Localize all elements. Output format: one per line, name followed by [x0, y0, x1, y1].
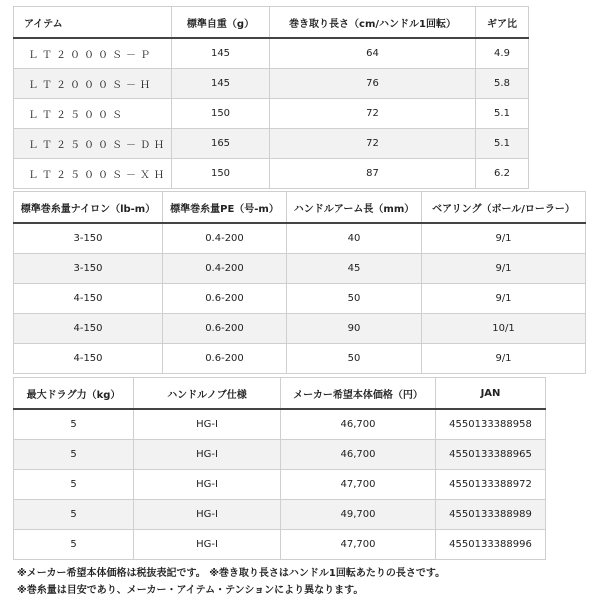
- header-max-drag: 最大ドラグ力（kg）: [14, 378, 134, 410]
- table-row: [14, 440, 546, 470]
- nylon-cell: 4-150: [14, 314, 163, 344]
- table-row: [14, 69, 529, 99]
- drag-cell: 5: [14, 440, 134, 470]
- table-row: [14, 99, 529, 129]
- knob-cell: HG-I: [134, 500, 281, 530]
- model-cell: ＬＴ２５００Ｓ: [14, 99, 172, 129]
- spec-table-basic: [13, 6, 529, 189]
- retrieve-cell: 76: [270, 69, 476, 99]
- jan-cell: 4550133388989: [436, 500, 546, 530]
- table-row: [14, 129, 529, 159]
- spec-table-line-capacity: [13, 191, 586, 374]
- retrieve-cell: 72: [270, 129, 476, 159]
- pe-cell: 0.4-200: [163, 254, 287, 284]
- footnote-line-capacity: ※巻糸量は目安であり、メーカー・アイテム・テンションにより異なります。: [17, 585, 364, 596]
- knob-cell: HG-I: [134, 409, 281, 440]
- table-row: [14, 314, 586, 344]
- table-header-row: [14, 192, 586, 224]
- gear-cell: 5.1: [476, 99, 529, 129]
- header-nylon-capacity: 標準巻糸量ナイロン（lb-m）: [14, 192, 163, 224]
- jan-cell: 4550133388965: [436, 440, 546, 470]
- drag-cell: 5: [14, 470, 134, 500]
- model-cell: ＬＴ２５００Ｓ－ＤＨ: [14, 129, 172, 159]
- drag-cell: 5: [14, 530, 134, 560]
- bearing-cell: 9/1: [422, 284, 586, 314]
- model-cell: ＬＴ２０００Ｓ－Ｈ: [14, 69, 172, 99]
- header-bearings: ベアリング（ボール/ローラー）: [422, 192, 586, 224]
- table-row: [14, 470, 546, 500]
- header-retrieve-length: 巻き取り長さ（cm/ハンドル1回転）: [270, 7, 476, 39]
- price-cell: 49,700: [281, 500, 436, 530]
- table-header-row: [14, 378, 546, 410]
- table-row: [14, 159, 529, 189]
- handle-length-cell: 50: [287, 344, 422, 374]
- table-row: [14, 344, 586, 374]
- jan-cell: 4550133388996: [436, 530, 546, 560]
- header-pe-capacity: 標準巻糸量PE（号-m）: [163, 192, 287, 224]
- knob-cell: HG-I: [134, 470, 281, 500]
- table-row: [14, 409, 546, 440]
- nylon-cell: 4-150: [14, 284, 163, 314]
- handle-length-cell: 45: [287, 254, 422, 284]
- table-row: [14, 284, 586, 314]
- table-row: [14, 530, 546, 560]
- table-row: [14, 223, 586, 254]
- nylon-cell: 4-150: [14, 344, 163, 374]
- header-item: アイテム: [14, 7, 172, 39]
- gear-cell: 5.8: [476, 69, 529, 99]
- nylon-cell: 3-150: [14, 254, 163, 284]
- retrieve-cell: 72: [270, 99, 476, 129]
- price-cell: 47,700: [281, 470, 436, 500]
- header-gear-ratio: ギア比: [476, 7, 529, 39]
- pe-cell: 0.6-200: [163, 344, 287, 374]
- weight-cell: 150: [172, 159, 270, 189]
- table-row: [14, 38, 529, 69]
- handle-length-cell: 90: [287, 314, 422, 344]
- weight-cell: 145: [172, 69, 270, 99]
- retrieve-cell: 64: [270, 38, 476, 69]
- drag-cell: 5: [14, 500, 134, 530]
- retrieve-cell: 87: [270, 159, 476, 189]
- weight-cell: 145: [172, 38, 270, 69]
- price-cell: 46,700: [281, 440, 436, 470]
- jan-cell: 4550133388972: [436, 470, 546, 500]
- price-cell: 47,700: [281, 530, 436, 560]
- knob-cell: HG-I: [134, 440, 281, 470]
- jan-cell: 4550133388958: [436, 409, 546, 440]
- handle-length-cell: 40: [287, 223, 422, 254]
- bearing-cell: 9/1: [422, 223, 586, 254]
- bearing-cell: 10/1: [422, 314, 586, 344]
- footnote-price-and-retrieve: ※メーカー希望本体価格は税抜表記です。 ※巻き取り長さはハンドル1回転あたりの長さです。: [17, 568, 446, 579]
- header-handle-length: ハンドルアーム長（mm）: [287, 192, 422, 224]
- spec-table-price: [13, 377, 546, 560]
- pe-cell: 0.6-200: [163, 284, 287, 314]
- header-price: メーカー希望本体価格（円）: [281, 378, 436, 410]
- model-cell: ＬＴ２０００Ｓ－Ｐ: [14, 38, 172, 69]
- bearing-cell: 9/1: [422, 254, 586, 284]
- header-handle-knob: ハンドルノブ仕様: [134, 378, 281, 410]
- gear-cell: 6.2: [476, 159, 529, 189]
- pe-cell: 0.6-200: [163, 314, 287, 344]
- drag-cell: 5: [14, 409, 134, 440]
- model-cell: ＬＴ２５００Ｓ－ＸＨ: [14, 159, 172, 189]
- weight-cell: 150: [172, 99, 270, 129]
- header-jan: JAN: [436, 378, 546, 410]
- gear-cell: 4.9: [476, 38, 529, 69]
- nylon-cell: 3-150: [14, 223, 163, 254]
- bearing-cell: 9/1: [422, 344, 586, 374]
- gear-cell: 5.1: [476, 129, 529, 159]
- pe-cell: 0.4-200: [163, 223, 287, 254]
- table-row: [14, 500, 546, 530]
- knob-cell: HG-I: [134, 530, 281, 560]
- header-weight: 標準自重（g）: [172, 7, 270, 39]
- price-cell: 46,700: [281, 409, 436, 440]
- table-header-row: [14, 7, 529, 39]
- handle-length-cell: 50: [287, 284, 422, 314]
- weight-cell: 165: [172, 129, 270, 159]
- table-row: [14, 254, 586, 284]
